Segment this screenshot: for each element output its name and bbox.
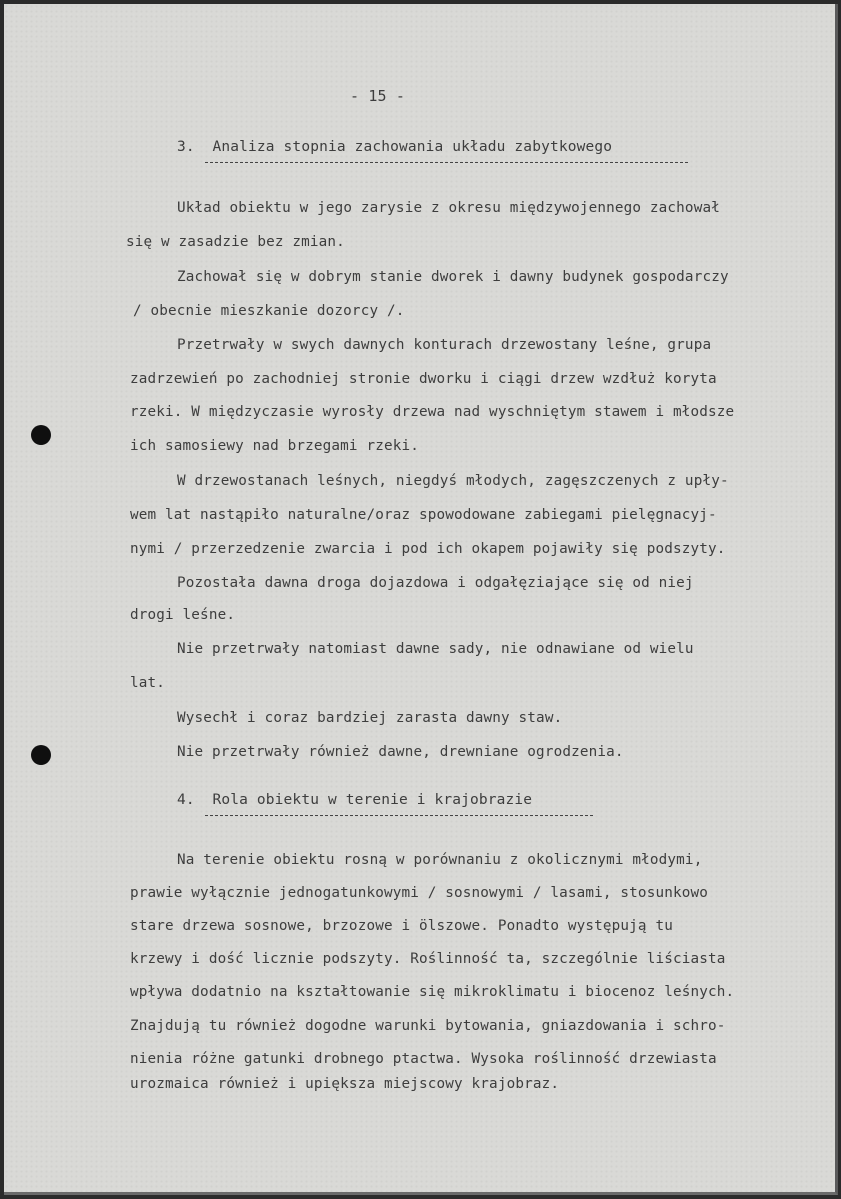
section4-line: Na terenie obiektu rosną w porównaniu z okolicznymi młodymi, <box>177 852 703 868</box>
section4-heading-underline <box>205 815 593 816</box>
document-page <box>4 4 838 1195</box>
section3-line: / obecnie mieszkanie dozorcy /. <box>133 303 405 319</box>
section4-heading: 4. Rola obiektu w terenie i krajobrazie <box>177 792 533 808</box>
section4-line: wpływa dodatnio na kształtowanie się mikroklimatu i biocenoz leśnych. <box>130 984 735 1000</box>
section3-line: drogi leśne. <box>130 607 236 623</box>
section3-line: Przetrwały w swych dawnych konturach drzewostany leśne, grupa <box>177 337 712 353</box>
section3-line: wem lat nastąpiło naturalne/oraz spowodowane zabiegami pielęgnacyj- <box>130 507 717 523</box>
section3-line: lat. <box>130 675 166 691</box>
section3-line: Wysechł i coraz bardziej zarasta dawny staw. <box>177 710 563 726</box>
section3-line: rzeki. W międzyczasie wyrosły drzewa nad wyschniętym stawem i młodsze <box>130 404 735 420</box>
section3-line: Nie przetrwały również dawne, drewniane ogrodzenia. <box>177 744 624 760</box>
section3-line: nymi / przerzedzenie zwarcia i pod ich okapem pojawiły się podszyty. <box>130 541 726 557</box>
section3-line: Układ obiektu w jego zarysie z okresu międzywojennego zachował <box>177 200 720 216</box>
section4-line: urozmaica również i upiększa miejscowy krajobraz. <box>130 1076 560 1092</box>
section3-line: Nie przetrwały natomiast dawne sady, nie odnawiane od wielu <box>177 641 694 657</box>
section4-line: Znajdują tu również dogodne warunki bytowania, gniazdowania i schro- <box>130 1018 726 1034</box>
section3-line: Pozostała dawna droga dojazdowa i odgałęziające się od niej <box>177 575 694 591</box>
punch-hole-upper <box>31 425 51 445</box>
section3-line: ich samosiewy nad brzegami rzeki. <box>130 438 419 454</box>
section4-line: stare drzewa sosnowe, brzozowe i ölszowe. Ponadto występują tu <box>130 918 673 934</box>
section4-line: prawie wyłącznie jednogatunkowymi / sosnowymi / lasami, stosunkowo <box>130 885 708 901</box>
section3-line: Zachował się w dobrym stanie dworek i dawny budynek gospodarczy <box>177 269 729 285</box>
section3-line: zadrzewień po zachodniej stronie dworku i ciągi drzew wzdłuż koryta <box>130 371 717 387</box>
section4-line: krzewy i dość licznie podszyty. Roślinność ta, szczególnie liściasta <box>130 951 726 967</box>
section3-line: W drzewostanach leśnych, niegdyś młodych, zagęszczenych z upły- <box>177 473 729 489</box>
section3-line: się w zasadzie bez zmian. <box>126 234 345 250</box>
punch-hole-lower <box>31 745 51 765</box>
section3-heading: 3. Analiza stopnia zachowania układu zabytkowego <box>177 139 613 155</box>
section4-line: nienia różne gatunki drobnego ptactwa. Wysoka roślinność drzewiasta <box>130 1051 717 1067</box>
page-number: - 15 - <box>350 87 406 105</box>
section3-heading-underline <box>205 162 688 163</box>
